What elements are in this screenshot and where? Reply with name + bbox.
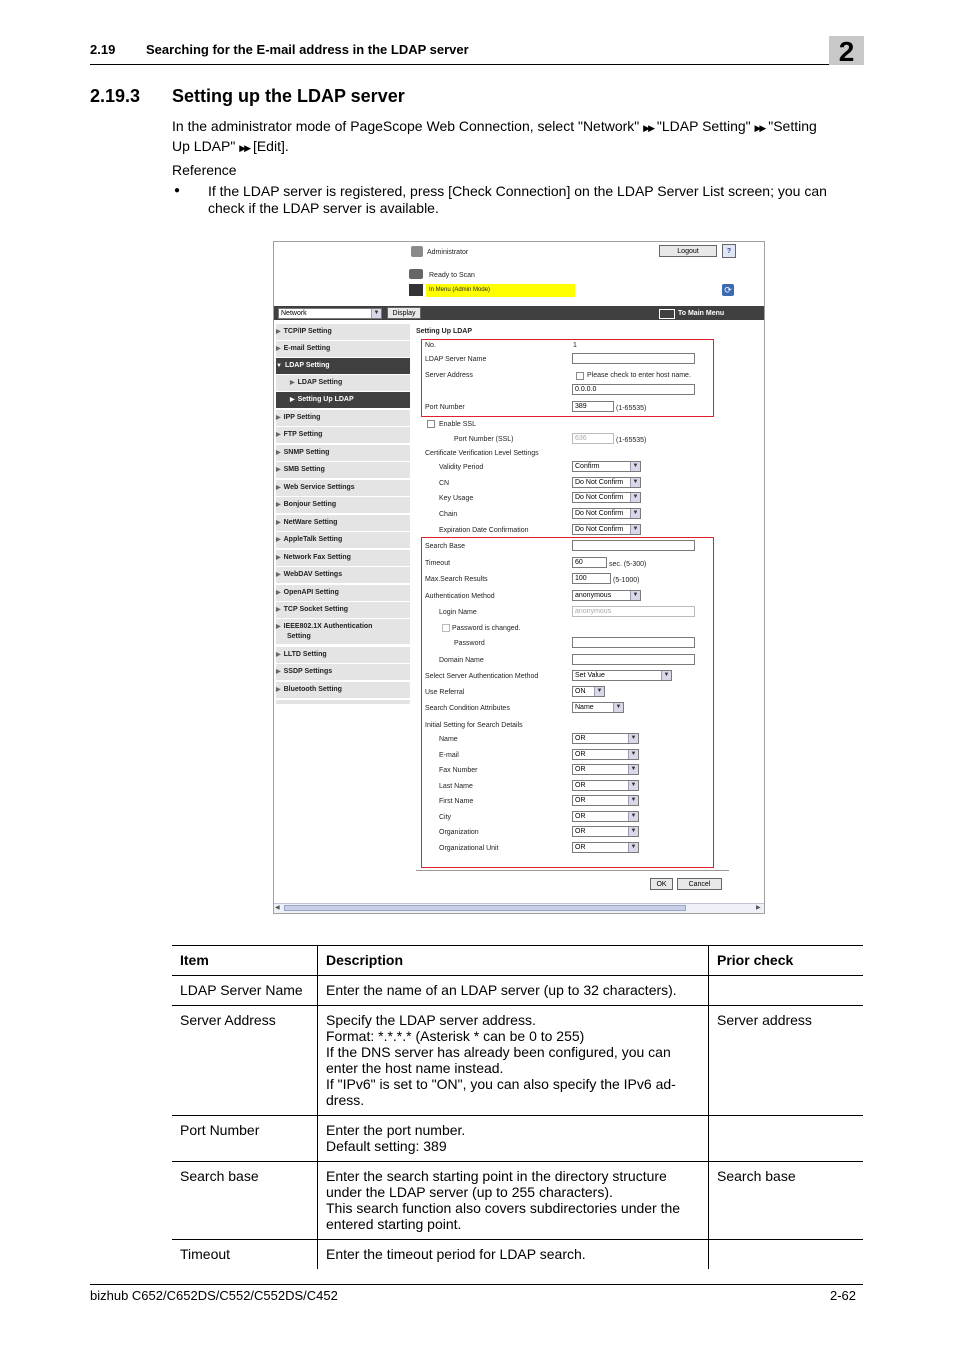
ldap-server-name-input[interactable]	[572, 353, 695, 364]
table-header-row	[172, 946, 863, 976]
item-cell: Port Number	[172, 1116, 318, 1162]
triangle-icon: ▶	[276, 450, 281, 456]
field-hint: (1-65535)	[616, 437, 647, 444]
menu-item-openapi[interactable]	[276, 585, 410, 602]
login-name-input[interactable]	[572, 606, 695, 617]
field-label: Use Referral	[425, 689, 465, 696]
description-cell	[318, 1240, 709, 1270]
menu-label: LLTD Setting	[283, 651, 327, 658]
detail-select[interactable]	[572, 780, 639, 791]
description-line: Specify the LDAP server address.	[326, 1012, 536, 1028]
printer-icon	[409, 269, 423, 279]
field-label: Port Number (SSL)	[454, 436, 514, 443]
select-value: Do Not Confirm	[575, 510, 624, 517]
chevron-down-icon: ▼	[661, 671, 671, 680]
detail-select[interactable]	[572, 749, 639, 760]
chevron-down-icon: ▼	[630, 493, 640, 502]
description-line: Enter the name of an LDAP server (up to 32 characters).	[326, 982, 677, 998]
section-number: 2.19.3	[90, 86, 141, 106]
triangle-icon: ▶	[276, 652, 281, 658]
checkbox-label: Enable SSL	[439, 421, 476, 428]
field-label: Certificate Verification Level Settings	[425, 450, 539, 457]
menu-label: Web Service Settings	[283, 484, 355, 491]
port-ssl-input[interactable]	[572, 433, 614, 444]
domain-name-input[interactable]	[572, 654, 695, 665]
chevron-down-icon: ▼	[630, 478, 640, 487]
field-label: Search Base	[425, 543, 466, 550]
key-usage-select[interactable]	[572, 492, 641, 503]
field-label: City	[439, 814, 452, 821]
menu-label: Setting	[287, 633, 311, 640]
field-label: Server Address	[425, 372, 473, 379]
printer-icon	[409, 284, 423, 296]
server-address-input[interactable]	[572, 384, 695, 395]
select-value: OR	[575, 735, 586, 742]
menu-label: NetWare Setting	[283, 519, 338, 526]
password-input[interactable]	[572, 637, 695, 648]
settings-table	[172, 945, 863, 1269]
menu-subitem-setting-up-ldap[interactable]	[276, 392, 410, 409]
display-button[interactable]: Display	[387, 307, 421, 319]
scroll-right-icon[interactable]: ▶	[756, 905, 761, 911]
input-value: anonymous	[575, 608, 612, 615]
select-value: OR	[575, 828, 586, 835]
field-label: Validity Period	[439, 464, 484, 471]
expiry-select[interactable]	[572, 524, 641, 535]
table-row	[172, 1006, 863, 1116]
admin-label: Administrator	[427, 249, 469, 256]
menu-item-ssdp[interactable]	[276, 664, 410, 681]
menu-item-lltd[interactable]	[276, 647, 410, 664]
select-value: Do Not Confirm	[575, 479, 624, 486]
triangle-icon: ▶	[276, 346, 281, 352]
search-attr-select[interactable]	[572, 702, 624, 713]
input-value: 0.0.0.0	[575, 386, 597, 393]
table-row	[172, 1116, 863, 1162]
max-results-input[interactable]	[572, 573, 611, 584]
description-cell	[318, 1116, 709, 1162]
menu-label: AppleTalk Setting	[283, 536, 343, 543]
chevron-down-icon: ▼	[628, 843, 638, 852]
chevron-down-icon: ▼	[630, 462, 640, 471]
category-select-value: Network	[281, 310, 307, 317]
server-auth-select[interactable]	[572, 670, 672, 681]
arrow-icon: ▶▶	[643, 123, 653, 133]
triangle-icon: ▶	[276, 669, 281, 675]
description-line: If the DNS server has already been configured, you can	[326, 1044, 671, 1060]
intro-text: Up LDAP"	[172, 138, 236, 154]
field-label: Select Server Authentication Method	[425, 673, 539, 680]
field-hint: (5-1000)	[613, 577, 640, 584]
menu-label: SNMP Setting	[283, 449, 330, 456]
status-admin-mode: In Menu (Admin Mode)	[429, 287, 491, 293]
detail-select[interactable]	[572, 733, 639, 744]
field-label: Timeout	[425, 560, 451, 567]
triangle-icon: ▶	[276, 502, 281, 508]
header-section-title: Searching for the E-mail address in the LDAP server	[146, 42, 469, 57]
form-divider	[416, 870, 729, 871]
menu-item-smb[interactable]	[276, 462, 410, 479]
menu-item-web-service[interactable]	[276, 480, 410, 497]
select-value: Set Value	[575, 672, 605, 679]
host-name-checkbox[interactable]	[576, 372, 584, 380]
help-icon[interactable]: ?	[722, 244, 736, 258]
chevron-down-icon: ▼	[594, 687, 604, 696]
scroll-left-icon[interactable]: ◀	[275, 905, 280, 911]
field-label: Name	[439, 736, 458, 743]
header-rule	[90, 64, 863, 65]
triangle-icon: ▶	[276, 329, 281, 335]
description-line: entered starting point.	[326, 1216, 462, 1232]
field-hint: sec. (5-300)	[609, 561, 647, 568]
chevron-down-icon: ▼	[630, 525, 640, 534]
table-row	[172, 1162, 863, 1240]
triangle-icon: ▶	[276, 537, 281, 543]
chevron-down-icon: ▼	[628, 827, 638, 836]
menu-label: TCP/IP Setting	[283, 328, 332, 335]
menu-item-ipp[interactable]	[276, 410, 410, 427]
ldap-setup-screenshot	[273, 241, 765, 914]
triangle-icon: ▶	[276, 687, 281, 693]
select-value: OR	[575, 782, 586, 789]
menu-label: Setting Up LDAP	[297, 396, 354, 403]
select-value: OR	[575, 844, 586, 851]
triangle-icon: ▶	[276, 432, 281, 438]
checkbox-label: Please check to enter host name.	[587, 372, 691, 379]
table-row	[172, 1240, 863, 1270]
menu-item-bonjour[interactable]	[276, 497, 410, 514]
chevron-down-icon: ▼	[628, 734, 638, 743]
field-hint: (1-65535)	[616, 405, 647, 412]
intro-text: [Edit].	[252, 138, 289, 154]
arrow-icon: ▶▶	[754, 123, 765, 133]
scrollbar-thumb[interactable]	[284, 905, 686, 911]
enable-ssl-checkbox[interactable]	[427, 420, 435, 428]
checkbox-label: Password is changed.	[452, 625, 521, 632]
menu-item-ldap[interactable]	[276, 358, 410, 375]
select-value: Do Not Confirm	[575, 526, 624, 533]
field-label: First Name	[439, 798, 474, 805]
field-label: Expiration Date Confirmation	[439, 527, 529, 534]
menu-item-email[interactable]	[276, 341, 410, 358]
status-ready: Ready to Scan	[429, 272, 475, 279]
timeout-input[interactable]	[572, 557, 607, 568]
menu-label: IPP Setting	[283, 414, 321, 421]
menu-label: Bluetooth Setting	[283, 686, 342, 693]
menu-label: E-mail Setting	[283, 345, 331, 352]
description-line: dress.	[326, 1092, 365, 1108]
cancel-button[interactable]: Cancel	[677, 878, 722, 890]
menu-item-ftp[interactable]	[276, 427, 410, 444]
description-cell	[318, 1162, 709, 1240]
field-label: LDAP Server Name	[425, 356, 487, 363]
search-base-input[interactable]	[572, 540, 695, 551]
description-line: Default setting: 389	[326, 1138, 447, 1154]
menu-icon	[659, 309, 675, 319]
input-value: 100	[575, 575, 587, 582]
intro-text: "LDAP Setting"	[656, 118, 751, 134]
menu-subitem-ldap-setting[interactable]	[276, 375, 410, 392]
description-line: This search function also covers subdirectories under the	[326, 1200, 681, 1216]
field-label: Domain Name	[439, 657, 484, 664]
chevron-down-icon: ▼	[628, 765, 638, 774]
menu-item-appletalk[interactable]	[276, 532, 410, 549]
auth-method-select[interactable]	[572, 590, 641, 601]
validity-select[interactable]	[572, 461, 641, 472]
chapter-badge: 2	[829, 36, 864, 65]
triangle-icon: ▶	[276, 624, 281, 630]
chevron-down-icon: ▼	[628, 750, 638, 759]
field-label: Search Condition Attributes	[425, 705, 510, 712]
port-number-input[interactable]	[572, 401, 614, 412]
admin-icon	[411, 246, 423, 257]
footer-rule	[90, 1284, 863, 1285]
ok-button[interactable]: OK	[650, 878, 673, 890]
menu-item-tcp-socket[interactable]	[276, 602, 410, 619]
refresh-icon[interactable]: ⟳	[722, 284, 734, 296]
menu-label: TCP Socket Setting	[283, 606, 349, 613]
menu-label: IEEE802.1X Authentication	[283, 623, 373, 630]
triangle-icon: ▶	[276, 590, 281, 596]
field-label: No.	[425, 342, 436, 349]
triangle-icon: ▶	[276, 415, 281, 421]
menu-item-network-fax[interactable]	[276, 550, 410, 567]
input-value: 60	[575, 559, 583, 566]
select-value: OR	[575, 751, 586, 758]
select-value: OR	[575, 766, 586, 773]
field-label: Password	[454, 640, 485, 647]
header-section-number: 2.19	[90, 42, 116, 57]
reference-line: check if the LDAP server is available.	[208, 200, 439, 216]
prior-check-cell: Search base	[709, 1162, 864, 1240]
arrow-icon: ▶▶	[239, 143, 250, 153]
form-title: Setting Up LDAP	[416, 328, 472, 335]
select-value: ON	[575, 688, 586, 695]
select-value: OR	[575, 813, 586, 820]
menu-label: SMB Setting	[283, 466, 325, 473]
field-label: E-mail	[439, 752, 459, 759]
select-value: Do Not Confirm	[575, 494, 624, 501]
intro-text: "Setting	[768, 118, 817, 134]
menu-label: FTP Setting	[283, 431, 323, 438]
category-select[interactable]	[278, 308, 382, 319]
triangle-icon: ▶	[276, 467, 281, 473]
menu-label: Bonjour Setting	[283, 501, 337, 508]
triangle-icon: ▶	[276, 607, 281, 613]
item-cell: Server Address	[172, 1006, 318, 1116]
bullet-icon: ●	[174, 185, 181, 196]
input-value: 389	[575, 403, 587, 410]
prior-check-cell	[709, 1116, 864, 1162]
triangle-icon: ▶	[276, 520, 281, 526]
menu-label: WebDAV Settings	[283, 571, 343, 578]
description-line: under the LDAP server (up to 255 characters).	[326, 1184, 613, 1200]
password-changed-checkbox[interactable]	[442, 624, 450, 632]
select-value: anonymous	[575, 592, 612, 599]
field-value: 1	[573, 342, 577, 349]
description-cell	[318, 1006, 709, 1116]
select-value: Name	[575, 704, 594, 711]
chevron-down-icon: ▼	[628, 796, 638, 805]
item-cell: Timeout	[172, 1240, 318, 1270]
field-label: Initial Setting for Search Details	[425, 722, 523, 729]
menu-label: SSDP Settings	[283, 668, 333, 675]
field-label: Max.Search Results	[425, 576, 488, 583]
menu-label: LDAP Setting	[297, 379, 343, 386]
column-header: Item	[172, 946, 318, 976]
description-line: Enter the port number.	[326, 1122, 466, 1138]
prior-check-cell: Server address	[709, 1006, 864, 1116]
item-cell: Search base	[172, 1162, 318, 1240]
triangle-icon: ▶	[276, 485, 281, 491]
menu-footer	[276, 700, 410, 704]
triangle-icon: ▶	[290, 380, 295, 386]
footer-page-number: 2-62	[830, 1288, 857, 1303]
description-line: If "IPv6" is set to "ON", you can also specify the IPv6 ad-	[326, 1076, 676, 1092]
menu-label: OpenAPI Setting	[283, 589, 339, 596]
field-label: Last Name	[439, 783, 473, 790]
chevron-down-icon: ▼	[628, 812, 638, 821]
chevron-down-icon: ▼	[613, 703, 623, 712]
cn-select[interactable]	[572, 477, 641, 488]
select-value: Confirm	[575, 463, 600, 470]
main-menu-link[interactable]: To Main Menu	[678, 310, 725, 317]
menu-item-webdav[interactable]	[276, 567, 410, 584]
chevron-down-icon: ▼	[630, 591, 640, 600]
field-label: Fax Number	[439, 767, 478, 774]
chain-select[interactable]	[572, 508, 641, 519]
detail-select[interactable]	[572, 795, 639, 806]
menu-label: Network Fax Setting	[283, 554, 351, 561]
description-line: Enter the search starting point in the directory structure	[326, 1168, 667, 1184]
menu-item-netware[interactable]	[276, 515, 410, 532]
reference-line: If the LDAP server is registered, press [Check Connection] on the LDAP Server List screen; you can	[208, 183, 827, 199]
chevron-down-icon: ▼	[628, 781, 638, 790]
field-label: Key Usage	[439, 495, 474, 502]
highlight-box	[421, 537, 714, 868]
menu-item-bluetooth[interactable]	[276, 682, 410, 699]
prior-check-cell	[709, 1240, 864, 1270]
description-line: Format: *.*.*.* (Asterisk * can be 0 to 255)	[326, 1028, 585, 1044]
intro-paragraph	[172, 117, 862, 157]
description-line: Enter the timeout period for LDAP search.	[326, 1246, 586, 1262]
chevron-down-icon: ▼	[371, 309, 381, 318]
detail-select[interactable]	[572, 826, 639, 837]
select-value: OR	[575, 797, 586, 804]
field-label: Port Number	[425, 404, 465, 411]
field-label: Organizational Unit	[439, 845, 499, 852]
field-label: Chain	[439, 511, 458, 518]
description-line: enter the host name instead.	[326, 1060, 504, 1076]
logout-button[interactable]: Logout	[659, 245, 717, 257]
detail-select[interactable]	[572, 842, 639, 853]
detail-select[interactable]	[572, 764, 639, 775]
menu-item-tcpip[interactable]	[276, 324, 410, 341]
detail-select[interactable]	[572, 811, 639, 822]
field-label: Authentication Method	[425, 593, 495, 600]
triangle-down-icon: ▼	[276, 363, 282, 369]
field-label: Login Name	[439, 609, 477, 616]
description-cell	[318, 976, 709, 1006]
item-cell: LDAP Server Name	[172, 976, 318, 1006]
intro-text: In the administrator mode of PageScope Web Connection, select "Network"	[172, 118, 640, 134]
triangle-icon: ▶	[290, 397, 295, 403]
field-label: CN	[439, 480, 450, 487]
triangle-icon: ▶	[276, 555, 281, 561]
prior-check-cell	[709, 976, 864, 1006]
menu-item-ieee8021x[interactable]	[276, 619, 410, 645]
footer-model: bizhub C652/C652DS/C552/C552DS/C452	[90, 1288, 338, 1303]
field-label: Organization	[439, 829, 479, 836]
menu-item-snmp[interactable]	[276, 445, 410, 462]
menu-label: LDAP Setting	[284, 362, 330, 369]
input-value: 636	[575, 435, 587, 442]
column-header: Prior check	[709, 946, 864, 976]
chevron-down-icon: ▼	[630, 509, 640, 518]
column-header: Description	[318, 946, 709, 976]
triangle-icon: ▶	[276, 572, 281, 578]
reference-label: Reference	[172, 162, 237, 178]
referral-select[interactable]	[572, 686, 605, 697]
table-row	[172, 976, 863, 1006]
section-title: Setting up the LDAP server	[172, 86, 405, 106]
